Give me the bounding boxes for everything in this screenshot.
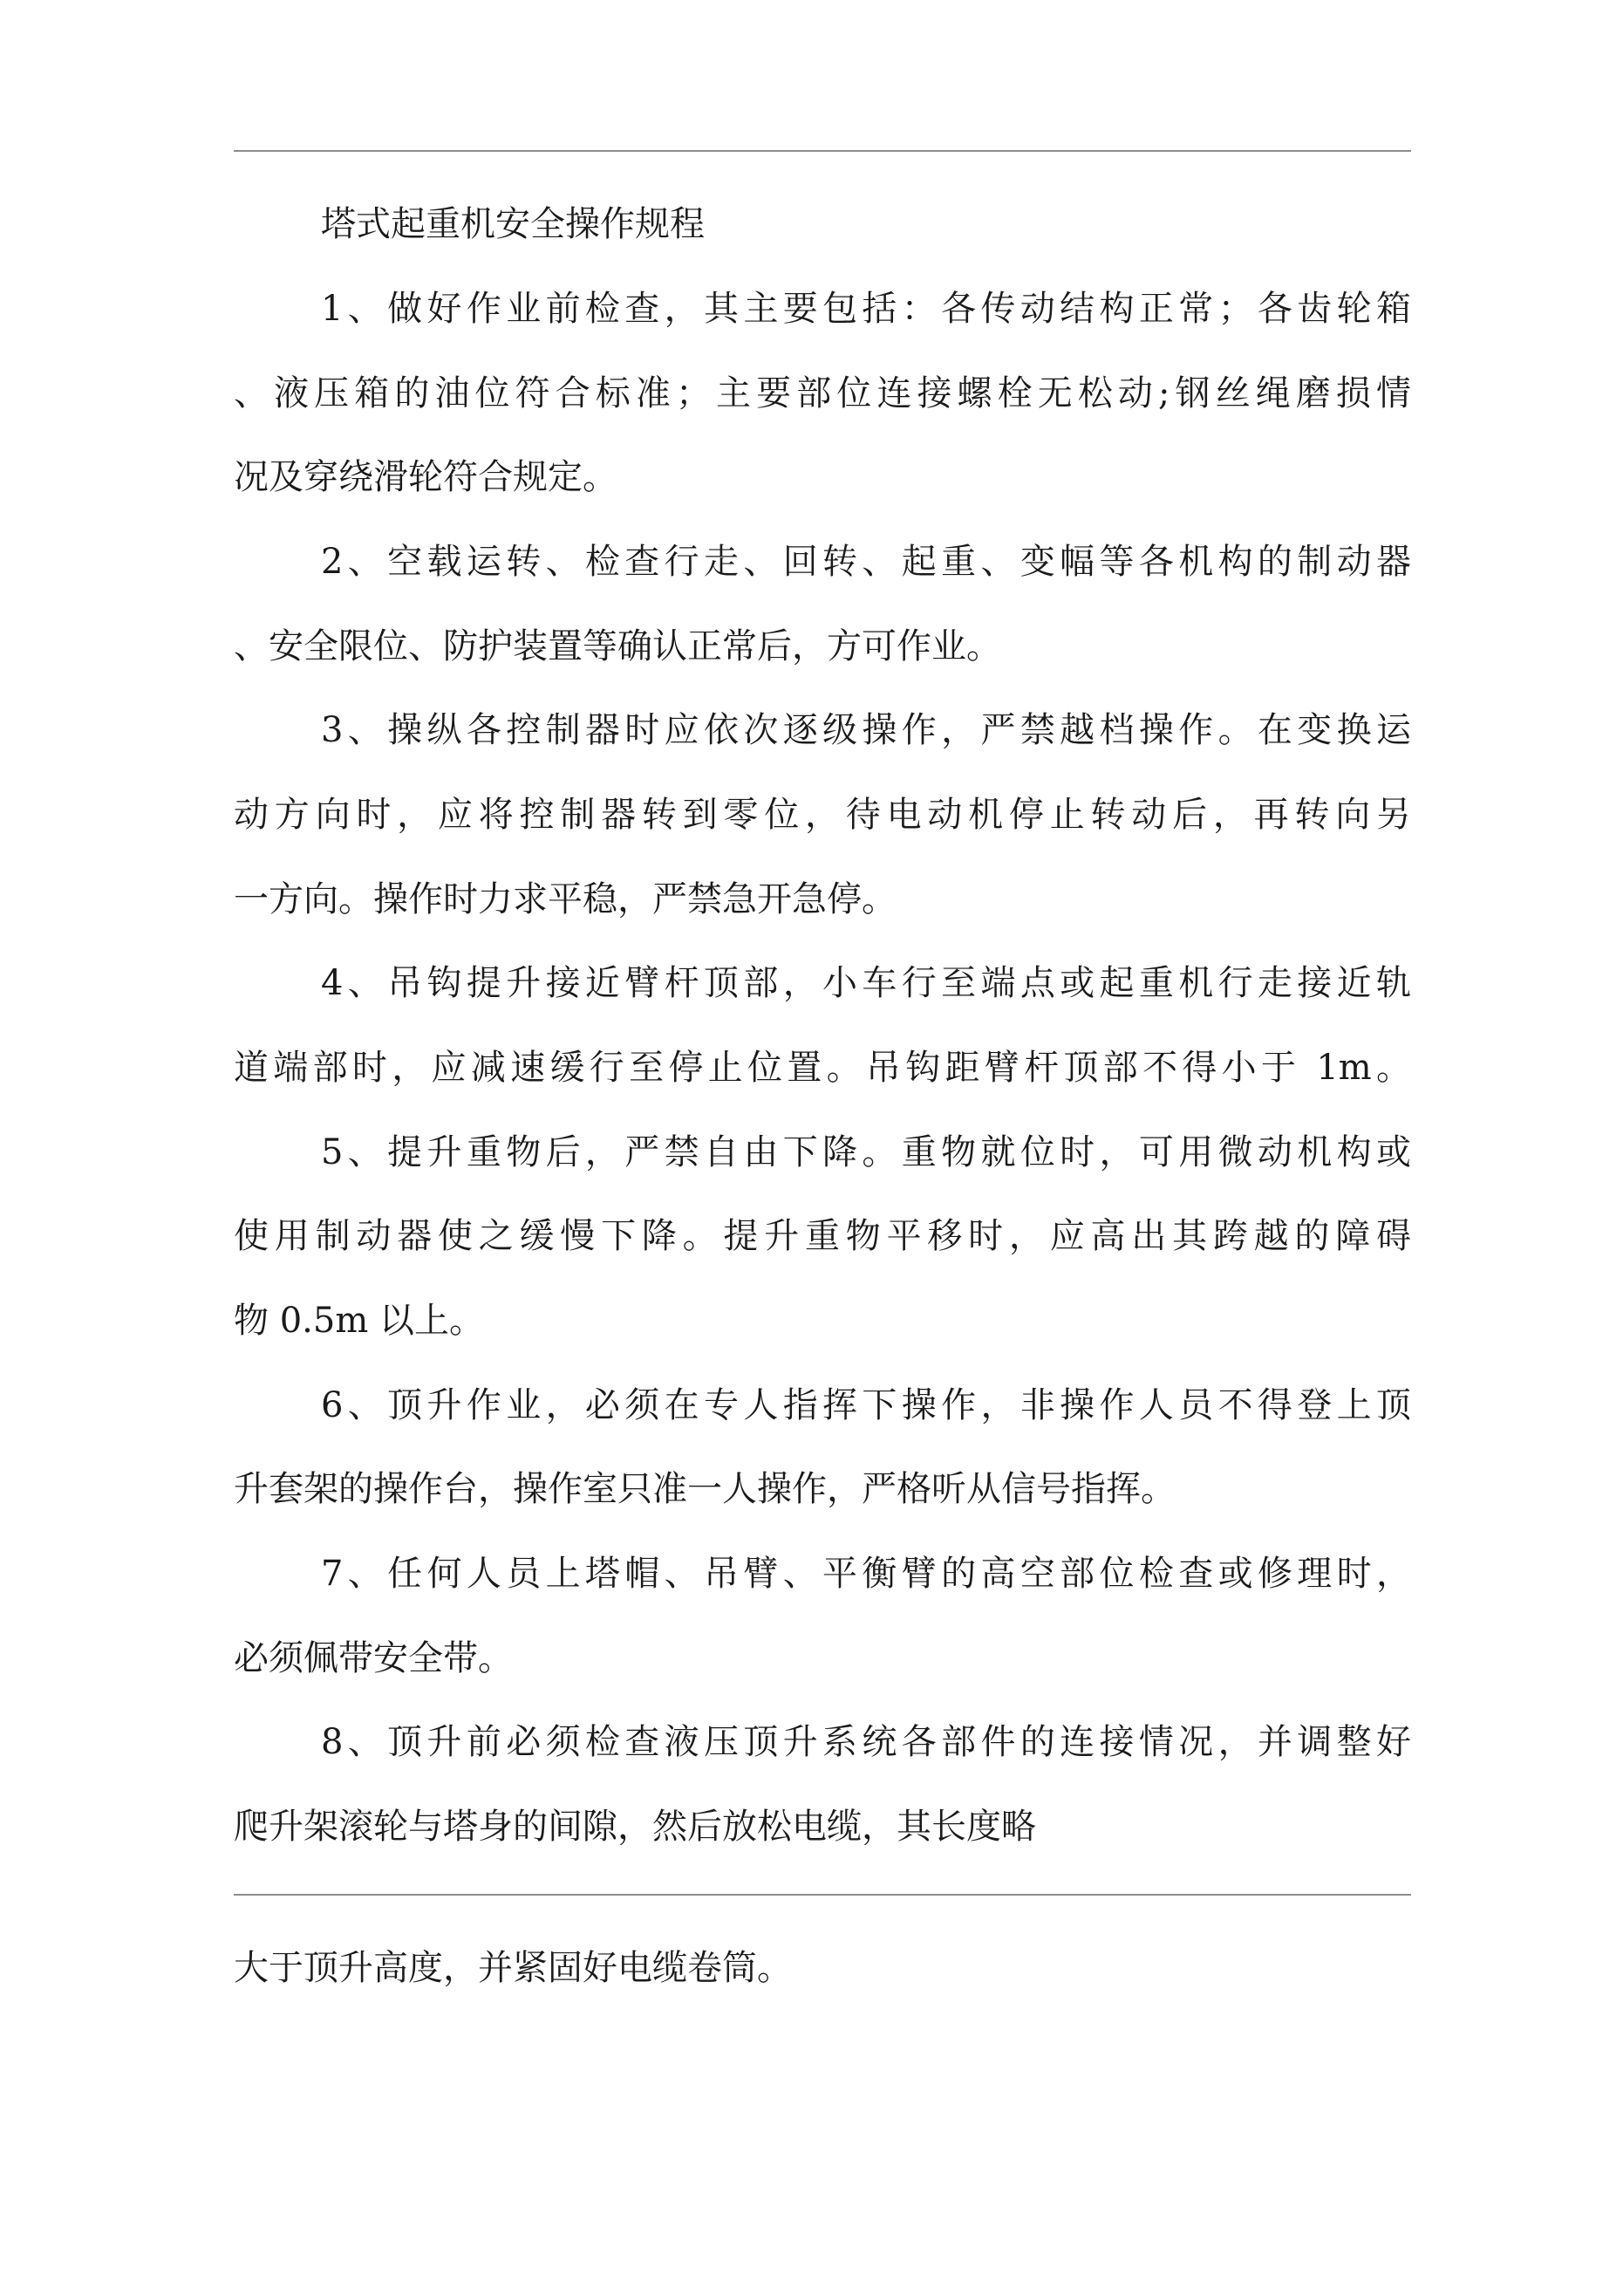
item-5-line-1: 5、提升重物后，严禁自由下降。重物就位时，可用微动机构或: [321, 1132, 1411, 1172]
item-3-line-3: 一方向。操作时力求平稳，严禁急开急停。: [234, 879, 897, 919]
item-6-line-2: 升套架的操作台，操作室只准一人操作，严格听从信号指挥。: [234, 1469, 1176, 1509]
item-8-line-1: 8、顶升前必须检查液压顶升系统各部件的连接情况，并调整好: [321, 1722, 1411, 1762]
item-7-line-1: 7、任何人员上塔帽、吊臂、平衡臂的高空部位检查或修理时，: [321, 1554, 1411, 1594]
item-4-line-2: 道端部时，应减速缓行至停止位置。吊钩距臂杆顶部不得小于 1m。: [234, 1048, 1411, 1088]
item-5-line-2: 使用制动器使之缓慢下降。提升重物平移时，应高出其跨越的障碍: [234, 1216, 1411, 1256]
item-3-line-1: 3、操纵各控制器时应依次逐级操作，严禁越档操作。在变换运: [321, 710, 1411, 750]
item-2-line-2: 、安全限位、防护装置等确认正常后，方可作业。: [234, 626, 1001, 666]
item-6-line-1: 6、顶升作业，必须在专人指挥下操作，非操作人员不得登上顶: [321, 1385, 1411, 1425]
item-1-line-3: 况及穿绕滑轮符合规定。: [234, 457, 617, 497]
item-1-line-2: 、液压箱的油位符合标准；主要部位连接螺栓无松动;钢丝绳磨损情: [234, 373, 1411, 413]
item-8-line-2: 爬升架滚轮与塔身的间隙，然后放松电缆，其长度略: [234, 1807, 1036, 1847]
item-7-line-2: 必须佩带安全带。: [234, 1638, 513, 1678]
item-4-line-1: 4、吊钩提升接近臂杆顶部，小车行至端点或起重机行走接近轨: [321, 963, 1411, 1003]
header-rule: [234, 150, 1411, 152]
document-title: 塔式起重机安全操作规程: [321, 204, 705, 244]
item-5-line-3: 物 0.5m 以上。: [234, 1301, 484, 1341]
item-3-line-2: 动方向时，应将控制器转到零位，待电动机停止转动后，再转向另: [234, 795, 1411, 835]
item-8-line-3: 大于顶升高度，并紧固好电缆卷筒。: [234, 1948, 792, 1988]
item-2-line-1: 2、空载运转、检查行走、回转、起重、变幅等各机构的制动器: [321, 542, 1411, 582]
item-1-line-1: 1、做好作业前检查，其主要包括：各传动结构正常；各齿轮箱: [321, 289, 1411, 329]
page-break-rule: [234, 1894, 1411, 1896]
